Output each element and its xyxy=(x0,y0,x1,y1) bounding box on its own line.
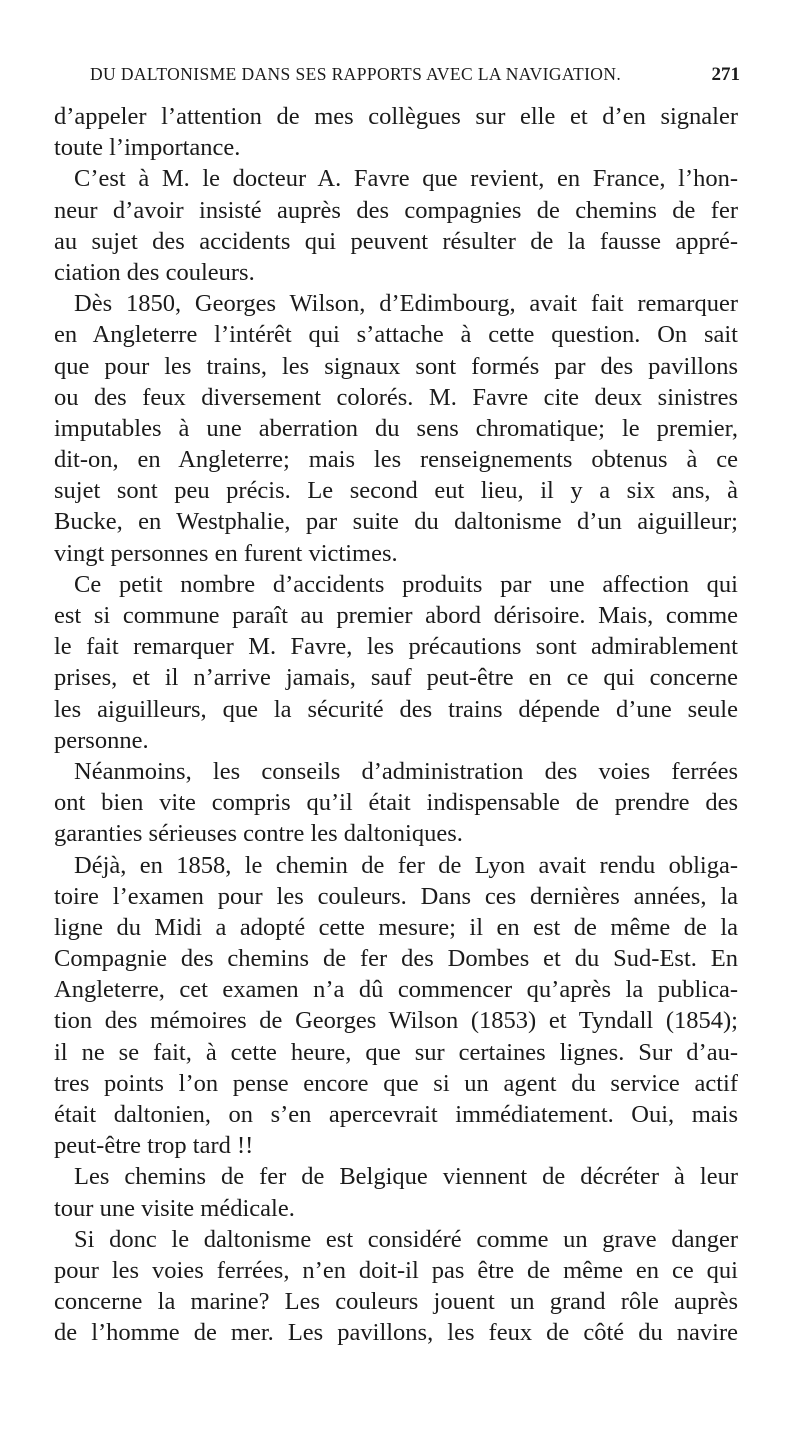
text-line: tres points l’on pense encore que si un agent du service actif xyxy=(54,1069,738,1097)
text-line: toire l’examen pour les couleurs. Dans ces dernières années, la xyxy=(54,882,738,910)
text-line: au sujet des accidents qui peuvent résulter de la fausse appré- xyxy=(54,227,738,255)
running-head xyxy=(90,64,740,92)
text-line: sujet sont peu précis. Le second eut lieu, il y a six ans, à xyxy=(54,477,738,505)
text-line: toute l’importance. xyxy=(54,134,241,162)
text-line: prises, et il n’arrive jamais, sauf peut-être en ce qui concerne xyxy=(54,664,738,692)
text-line: que pour les trains, les signaux sont formés par des pavillons xyxy=(54,352,738,380)
page-number: 271 xyxy=(711,64,740,85)
text-line: ciation des couleurs. xyxy=(54,258,255,286)
text-line: tion des mémoires de Georges Wilson (1853) et Tyndall (1854); xyxy=(54,1007,738,1035)
body-text xyxy=(54,101,738,1349)
text-line: de l’homme de mer. Les pavillons, les feux de côté du navire xyxy=(54,1319,738,1347)
text-line: garanties sérieuses contre les daltoniques. xyxy=(54,820,463,848)
text-line: Si donc le daltonisme est considéré comme un grave danger xyxy=(74,1225,738,1253)
text-line: Compagnie des chemins de fer des Dombes et du Sud-Est. En xyxy=(54,945,738,973)
text-line: il ne se fait, à cette heure, que sur certaines lignes. Sur d’au- xyxy=(54,1038,738,1066)
text-line: était daltonien, on s’en apercevrait immédiatement. Oui, mais xyxy=(54,1101,738,1128)
text-line: concerne la marine? Les couleurs jouent un grand rôle auprès xyxy=(54,1288,738,1316)
text-line: personne. xyxy=(54,726,149,754)
text-line: ont bien vite compris qu’il était indispensable de prendre des xyxy=(54,789,738,817)
text-line: Les chemins de fer de Belgique viennent de décréter à leur xyxy=(74,1163,738,1191)
running-title: DU DALTONISME DANS SES RAPPORTS AVEC LA NAVIGATION. xyxy=(90,64,622,84)
text-line: est si commune paraît au premier abord dérisoire. Mais, comme xyxy=(54,602,738,629)
text-line: Ce petit nombre d’accidents produits par une affection qui xyxy=(74,570,738,598)
text-line: dit-on, en Angleterre; mais les renseignements obtenus à ce xyxy=(54,446,738,474)
text-line: Bucke, en Westphalie, par suite du daltonisme d’un aiguilleur; xyxy=(54,508,738,536)
text-line: pour les voies ferrées, n’en doit-il pas être de même en ce qui xyxy=(54,1256,738,1284)
text-line: en Angleterre l’intérêt qui s’attache à cette question. On sait xyxy=(54,321,738,349)
text-line: les aiguilleurs, que la sécurité des trains dépende d’une seule xyxy=(54,695,738,723)
text-line: Angleterre, cet examen n’a dû commencer qu’après la publica- xyxy=(54,976,738,1004)
text-line: Déjà, en 1858, le chemin de fer de Lyon avait rendu obliga- xyxy=(74,851,738,879)
text-line: d’appeler l’attention de mes collègues sur elle et d’en signaler xyxy=(54,103,738,130)
text-line: tour une visite médicale. xyxy=(54,1194,295,1222)
text-line: C’est à M. le docteur A. Favre que revient, en France, l’hon- xyxy=(74,165,738,193)
text-line: imputables à une aberration du sens chromatique; le premier, xyxy=(54,414,738,442)
text-line: Néanmoins, les conseils d’administration des voies ferrées xyxy=(74,757,738,785)
text-line: Dès 1850, Georges Wilson, d’Edimbourg, avait fait remarquer xyxy=(74,290,738,318)
text-line: vingt personnes en furent victimes. xyxy=(54,539,398,567)
text-line: peut-être trop tard !! xyxy=(54,1132,254,1160)
text-line: neur d’avoir insisté auprès des compagnies de chemins de fer xyxy=(54,196,738,224)
text-line: le fait remarquer M. Favre, les précautions sont admirablement xyxy=(54,633,738,661)
text-line: ligne du Midi a adopté cette mesure; il en est de même de la xyxy=(54,913,738,941)
text-line: ou des feux diversement colorés. M. Favre cite deux sinistres xyxy=(54,383,738,411)
